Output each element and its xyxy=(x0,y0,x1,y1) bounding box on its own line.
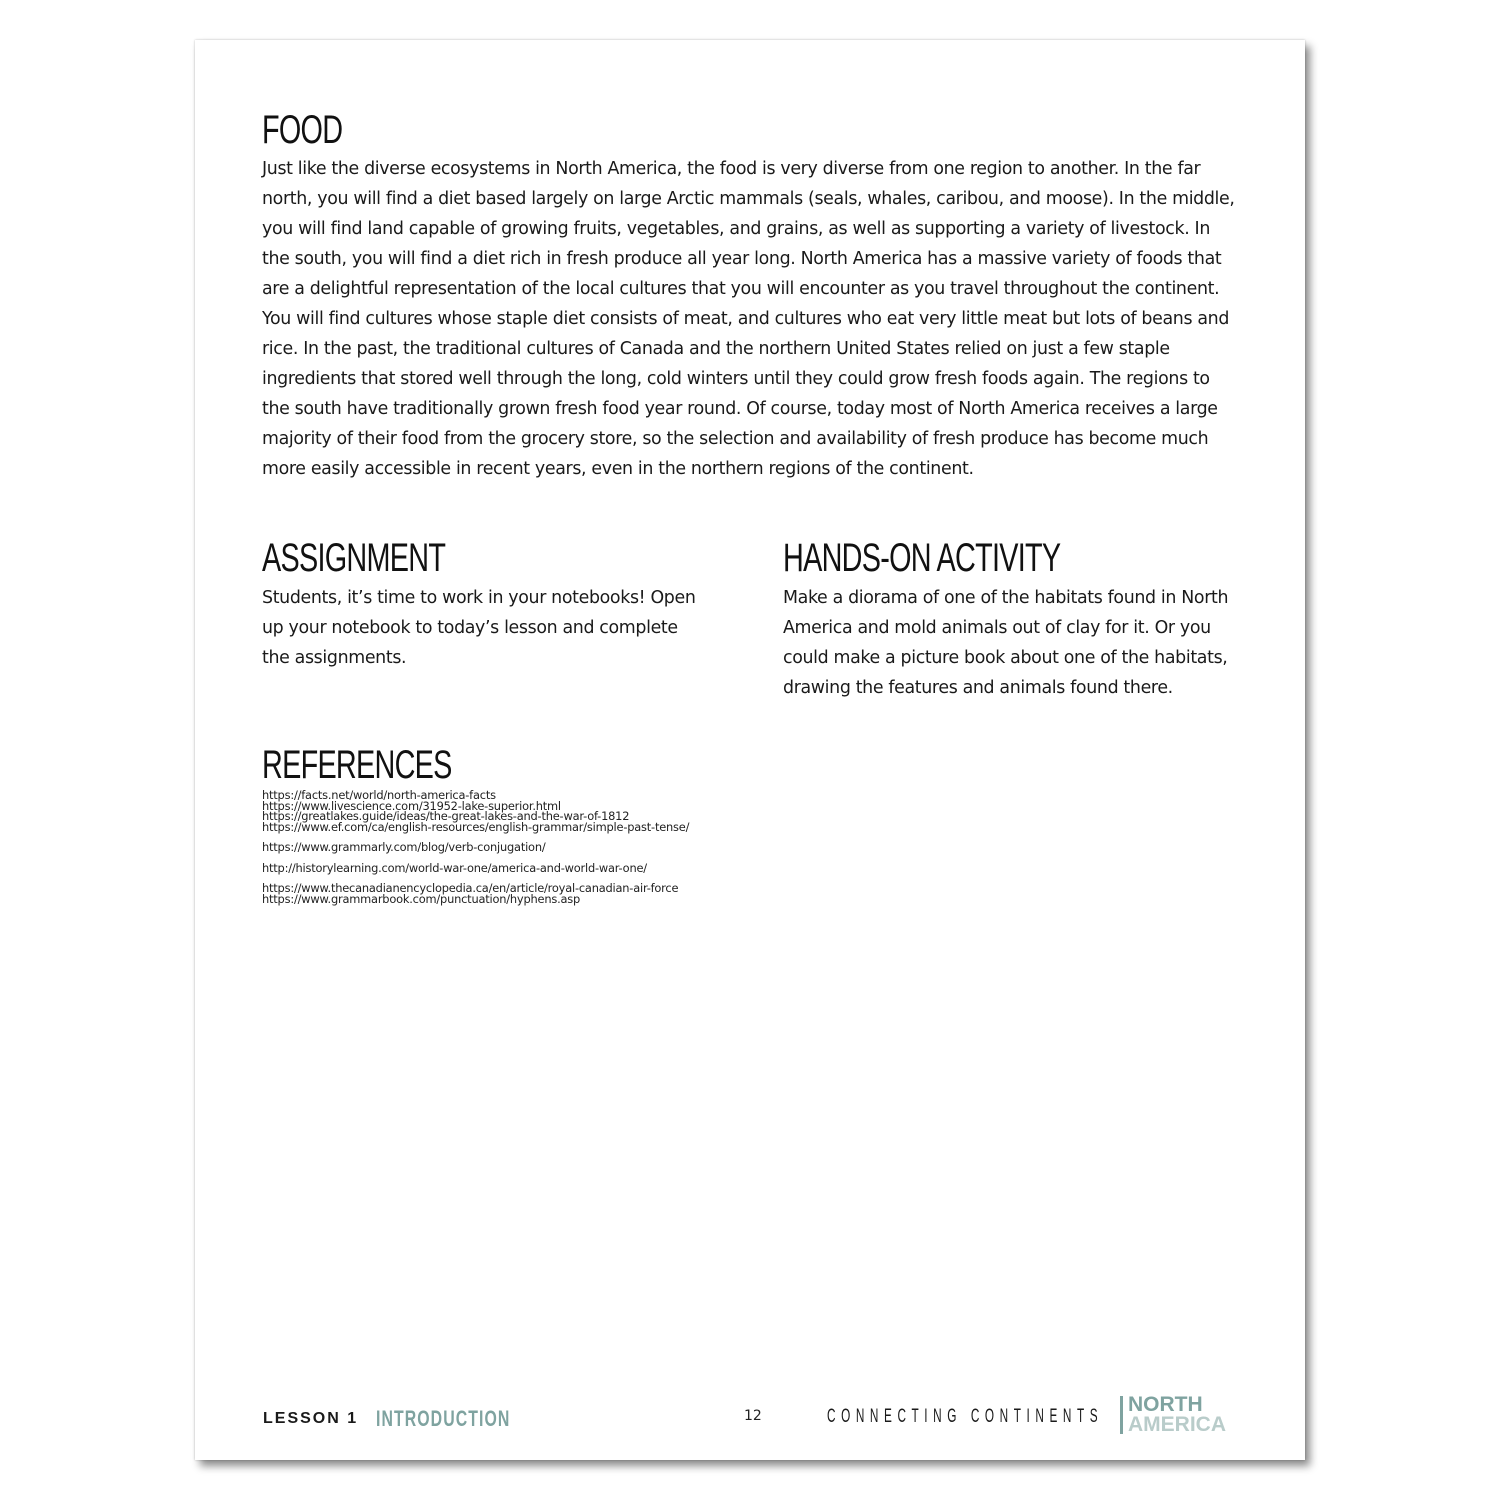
page-number: 12 xyxy=(744,1408,762,1424)
reference-link[interactable]: https://www.grammarly.com/blog/verb-conjugation/ xyxy=(262,840,546,854)
assignment-paragraph: Students, it’s time to work in your notebooks! Open up your notebook to today’s lesson and complete the assignments. xyxy=(262,588,696,668)
reference-link[interactable]: https://facts.net/world/north-america-facts xyxy=(262,788,496,802)
food-paragraph: Just like the diverse ecosystems in North America, the food is very diverse from one region to another. In the far north, you will find a diet based largely on large Arctic mammals (seals, whales, caribou, and moose). In the middle, you will find land capable of growing fruits, vegetables, and grains, as well as supporting a variety of livestock. In the south, you will find a diet rich in fresh produce all year long. North America has a massive variety of foods that are a delightful representation of the local cultures that you will encounter as you travel throughout the continent. You will find cultures whose staple diet consists of meat, and cultures who eat very little meat but lots of beans and rice. In the past, the traditional cultures of Canada and the northern United States relied on just a few staple ingredients that stored well through the long, cold winters until they could grow fresh foods again. The regions to the south have traditionally grown fresh food year round. Of course, today most of North America receives a large majority of their food from the grocery store, so the selection and availability of fresh produce has become much more easily accessible in recent years, even in the northern regions of the continent. xyxy=(262,159,1235,479)
brand-logo xyxy=(1128,1395,1226,1435)
references-list xyxy=(262,790,782,904)
footer-section-title: INTRODUCTION xyxy=(376,1406,511,1431)
activity-paragraph: Make a diorama of one of the habitats found in North America and mold animals out of clay for it. Or you could make a picture book about one of the habitats, drawing the features and animals found there. xyxy=(783,588,1229,698)
assignment-heading: ASSIGNMENT xyxy=(262,536,446,580)
footer-lesson-label: LESSON 1 xyxy=(263,1410,359,1427)
brand-line-1: NORTH xyxy=(1128,1393,1203,1416)
food-heading: FOOD xyxy=(262,108,343,152)
document-page xyxy=(195,40,1305,1460)
footer-series-title: CONNECTING CONTINENTS xyxy=(827,1406,1104,1427)
reference-link[interactable]: https://greatlakes.guide/ideas/the-great-lakes-and-the-war-of-1812 xyxy=(262,809,630,823)
references-heading: REFERENCES xyxy=(262,743,452,787)
brand-line-2: AMERICA xyxy=(1128,1413,1226,1436)
reference-link[interactable]: http://historylearning.com/world-war-one/america-and-world-war-one/ xyxy=(262,860,647,875)
reference-link[interactable]: https://www.livescience.com/31952-lake-superior.html xyxy=(262,798,561,813)
reference-link[interactable]: https://www.ef.com/ca/english-resources/english-grammar/simple-past-tense/ xyxy=(262,819,690,834)
activity-heading: HANDS-ON ACTIVITY xyxy=(783,536,1061,580)
reference-link[interactable]: https://www.grammarbook.com/punctuation/hyphens.asp xyxy=(262,891,581,906)
reference-link[interactable]: https://www.thecanadianencyclopedia.ca/en/article/royal-canadian-air-force xyxy=(262,881,679,895)
footer-divider xyxy=(1120,1396,1123,1434)
